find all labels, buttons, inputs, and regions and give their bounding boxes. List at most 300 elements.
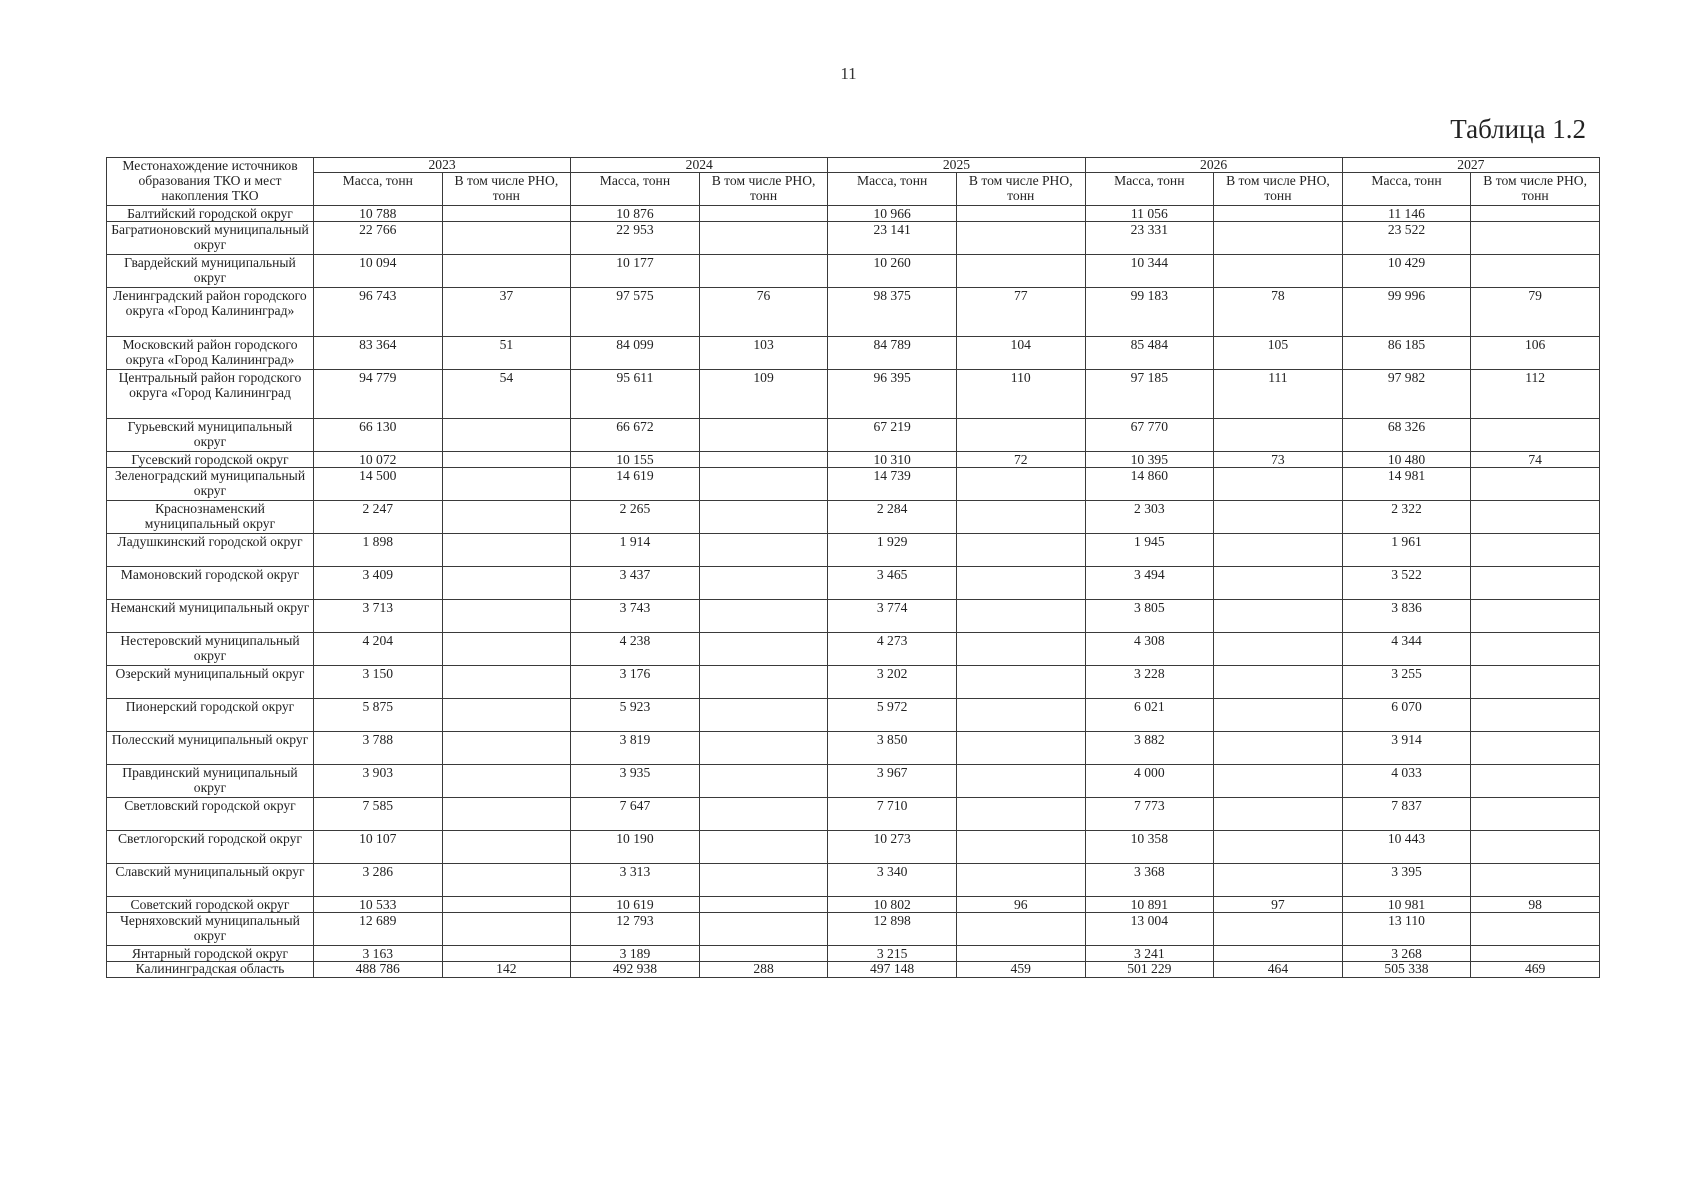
mass-cell: 85 484: [1085, 337, 1214, 370]
location-cell: Гурьевский муниципальный округ: [107, 419, 314, 452]
location-cell: Светлогорский городской округ: [107, 831, 314, 864]
rno-cell: [699, 633, 828, 666]
mass-cell: 2 284: [828, 501, 957, 534]
mass-cell: 1 898: [313, 534, 442, 567]
table-row: [107, 600, 1600, 633]
mass-cell: 14 739: [828, 468, 957, 501]
location-cell: Центральный район городского округа «Город Калининград: [107, 370, 314, 419]
table-row: [107, 222, 1600, 255]
rno-cell: [442, 419, 571, 452]
rno-cell: 105: [1214, 337, 1343, 370]
rno-cell: [442, 946, 571, 962]
rno-cell: [1471, 206, 1600, 222]
mass-cell: 11 146: [1342, 206, 1471, 222]
mass-cell: 3 522: [1342, 567, 1471, 600]
table-row: [107, 534, 1600, 567]
table-row: [107, 567, 1600, 600]
mass-cell: 13 004: [1085, 913, 1214, 946]
rno-cell: [442, 864, 571, 897]
rno-cell: 96: [956, 897, 1085, 913]
mass-cell: 10 533: [313, 897, 442, 913]
rno-cell: [699, 699, 828, 732]
mass-cell: 4 308: [1085, 633, 1214, 666]
rno-cell: [956, 633, 1085, 666]
rno-cell: [442, 501, 571, 534]
rno-cell: [956, 255, 1085, 288]
rno-cell: [956, 913, 1085, 946]
mass-cell: 84 789: [828, 337, 957, 370]
mass-cell: 3 437: [571, 567, 700, 600]
mass-cell: 13 110: [1342, 913, 1471, 946]
rno-cell: [956, 831, 1085, 864]
mass-column-header: Масса, тонн: [1342, 173, 1471, 206]
mass-cell: 94 779: [313, 370, 442, 419]
mass-cell: 3 286: [313, 864, 442, 897]
rno-cell: [699, 798, 828, 831]
rno-cell: [1214, 913, 1343, 946]
rno-cell: 103: [699, 337, 828, 370]
rno-column-header: В том числе РНО, тонн: [1471, 173, 1600, 206]
mass-cell: 3 202: [828, 666, 957, 699]
mass-cell: 10 891: [1085, 897, 1214, 913]
rno-cell: [1471, 567, 1600, 600]
rno-cell: [1471, 534, 1600, 567]
table-row: [107, 206, 1600, 222]
location-cell: Светловский городской округ: [107, 798, 314, 831]
rno-cell: [1471, 501, 1600, 534]
rno-cell: [956, 468, 1085, 501]
location-cell: Славский муниципальный округ: [107, 864, 314, 897]
rno-cell: [442, 699, 571, 732]
rno-cell: [1214, 567, 1343, 600]
rno-cell: [699, 419, 828, 452]
mass-cell: 7 773: [1085, 798, 1214, 831]
rno-cell: [956, 222, 1085, 255]
rno-column-header: В том числе РНО, тонн: [442, 173, 571, 206]
rno-cell: 97: [1214, 897, 1343, 913]
rno-cell: 109: [699, 370, 828, 419]
rno-cell: [956, 600, 1085, 633]
rno-cell: [956, 732, 1085, 765]
mass-cell: 3 788: [313, 732, 442, 765]
table-row: [107, 946, 1600, 962]
rno-cell: 98: [1471, 897, 1600, 913]
rno-cell: [1214, 946, 1343, 962]
rno-cell: [1214, 206, 1343, 222]
mass-cell: 12 898: [828, 913, 957, 946]
mass-cell: 11 056: [1085, 206, 1214, 222]
rno-cell: [1471, 419, 1600, 452]
mass-cell: 492 938: [571, 962, 700, 978]
rno-cell: [1471, 633, 1600, 666]
rno-cell: 142: [442, 962, 571, 978]
location-cell: Гусевский городской округ: [107, 452, 314, 468]
rno-cell: 76: [699, 288, 828, 337]
mass-cell: 96 395: [828, 370, 957, 419]
mass-cell: 3 819: [571, 732, 700, 765]
mass-cell: 10 155: [571, 452, 700, 468]
table-row: [107, 962, 1600, 978]
location-cell: Ладушкинский городской округ: [107, 534, 314, 567]
rno-cell: [442, 600, 571, 633]
mass-cell: 10 966: [828, 206, 957, 222]
rno-cell: [956, 765, 1085, 798]
rno-cell: 72: [956, 452, 1085, 468]
rno-cell: [956, 666, 1085, 699]
mass-column-header: Масса, тонн: [313, 173, 442, 206]
location-cell: Неманский муниципальный округ: [107, 600, 314, 633]
mass-cell: 67 219: [828, 419, 957, 452]
location-cell: Московский район городского округа «Город Калининград»: [107, 337, 314, 370]
year-header: 2023: [313, 158, 570, 173]
rno-cell: [442, 765, 571, 798]
mass-cell: 95 611: [571, 370, 700, 419]
mass-cell: 3 268: [1342, 946, 1471, 962]
mass-cell: 10 443: [1342, 831, 1471, 864]
mass-column-header: Масса, тонн: [828, 173, 957, 206]
rno-cell: [442, 897, 571, 913]
rno-cell: [442, 534, 571, 567]
location-cell: Озерский муниципальный округ: [107, 666, 314, 699]
mass-cell: 23 331: [1085, 222, 1214, 255]
mass-cell: 10 107: [313, 831, 442, 864]
year-header: 2024: [571, 158, 828, 173]
rno-cell: [1471, 732, 1600, 765]
rno-cell: [1471, 798, 1600, 831]
rno-cell: [956, 699, 1085, 732]
rno-cell: [1471, 666, 1600, 699]
mass-cell: 96 743: [313, 288, 442, 337]
rno-cell: [956, 419, 1085, 452]
rno-cell: [1214, 468, 1343, 501]
rno-column-header: В том числе РНО, тонн: [1214, 173, 1343, 206]
location-cell: Багратионовский муниципальный округ: [107, 222, 314, 255]
mass-cell: 14 500: [313, 468, 442, 501]
mass-cell: 488 786: [313, 962, 442, 978]
rno-cell: [442, 222, 571, 255]
rno-cell: [699, 468, 828, 501]
table-row: [107, 864, 1600, 897]
location-cell: Балтийский городской округ: [107, 206, 314, 222]
rno-cell: [1214, 666, 1343, 699]
mass-cell: 7 710: [828, 798, 957, 831]
rno-cell: 79: [1471, 288, 1600, 337]
mass-cell: 3 228: [1085, 666, 1214, 699]
mass-cell: 3 935: [571, 765, 700, 798]
table-row: [107, 633, 1600, 666]
rno-cell: [699, 206, 828, 222]
rno-cell: [699, 946, 828, 962]
rno-cell: [699, 666, 828, 699]
mass-cell: 10 480: [1342, 452, 1471, 468]
rno-cell: [699, 534, 828, 567]
rno-cell: 464: [1214, 962, 1343, 978]
location-cell: Гвардейский муниципальный округ: [107, 255, 314, 288]
mass-cell: 3 774: [828, 600, 957, 633]
rno-cell: [699, 732, 828, 765]
mass-cell: 23 141: [828, 222, 957, 255]
mass-cell: 10 429: [1342, 255, 1471, 288]
rno-cell: [1214, 633, 1343, 666]
mass-cell: 7 837: [1342, 798, 1471, 831]
location-cell: Краснознаменский муниципальный округ: [107, 501, 314, 534]
rno-cell: [442, 452, 571, 468]
mass-cell: 505 338: [1342, 962, 1471, 978]
mass-cell: 10 310: [828, 452, 957, 468]
rno-cell: 37: [442, 288, 571, 337]
mass-cell: 1 945: [1085, 534, 1214, 567]
rno-cell: [1214, 699, 1343, 732]
mass-cell: 98 375: [828, 288, 957, 337]
mass-cell: 10 802: [828, 897, 957, 913]
table-row: [107, 913, 1600, 946]
location-cell: Черняховский муниципальный округ: [107, 913, 314, 946]
rno-cell: [1471, 913, 1600, 946]
rno-cell: [699, 222, 828, 255]
mass-cell: 3 713: [313, 600, 442, 633]
rno-cell: [1214, 765, 1343, 798]
mass-cell: 10 094: [313, 255, 442, 288]
rno-cell: [699, 501, 828, 534]
mass-cell: 3 368: [1085, 864, 1214, 897]
rno-cell: [699, 897, 828, 913]
rno-cell: 74: [1471, 452, 1600, 468]
mass-cell: 66 672: [571, 419, 700, 452]
rno-cell: 110: [956, 370, 1085, 419]
rno-cell: [1471, 946, 1600, 962]
rno-cell: [442, 666, 571, 699]
mass-cell: 84 099: [571, 337, 700, 370]
rno-cell: [442, 567, 571, 600]
location-cell: Советский городской округ: [107, 897, 314, 913]
mass-cell: 22 953: [571, 222, 700, 255]
mass-cell: 10 358: [1085, 831, 1214, 864]
mass-cell: 68 326: [1342, 419, 1471, 452]
rno-cell: [1471, 699, 1600, 732]
table-row: [107, 370, 1600, 419]
table-header: [107, 158, 1600, 206]
mass-cell: 4 204: [313, 633, 442, 666]
rno-cell: [1214, 732, 1343, 765]
mass-cell: 2 247: [313, 501, 442, 534]
mass-cell: 1 929: [828, 534, 957, 567]
rno-cell: [956, 864, 1085, 897]
rno-cell: [442, 468, 571, 501]
rno-column-header: В том числе РНО, тонн: [699, 173, 828, 206]
mass-cell: 3 189: [571, 946, 700, 962]
mass-cell: 3 465: [828, 567, 957, 600]
page-number: 11: [840, 64, 857, 83]
rno-cell: [1471, 468, 1600, 501]
rno-cell: 73: [1214, 452, 1343, 468]
mass-cell: 2 265: [571, 501, 700, 534]
rno-cell: [699, 567, 828, 600]
mass-cell: 10 876: [571, 206, 700, 222]
mass-cell: 14 981: [1342, 468, 1471, 501]
waste-mass-table: [106, 157, 1600, 978]
rno-cell: [1471, 222, 1600, 255]
mass-cell: 7 585: [313, 798, 442, 831]
year-header: 2027: [1342, 158, 1599, 173]
mass-cell: 3 914: [1342, 732, 1471, 765]
rno-cell: 106: [1471, 337, 1600, 370]
table-row: [107, 288, 1600, 337]
mass-cell: 99 996: [1342, 288, 1471, 337]
rno-cell: [699, 765, 828, 798]
rno-cell: 77: [956, 288, 1085, 337]
mass-cell: 5 923: [571, 699, 700, 732]
mass-cell: 3 150: [313, 666, 442, 699]
table-row: [107, 798, 1600, 831]
rno-cell: [1214, 419, 1343, 452]
mass-cell: 4 344: [1342, 633, 1471, 666]
mass-cell: 3 241: [1085, 946, 1214, 962]
mass-cell: 3 967: [828, 765, 957, 798]
rno-cell: [442, 732, 571, 765]
mass-cell: 12 793: [571, 913, 700, 946]
mass-cell: 97 575: [571, 288, 700, 337]
rno-cell: 112: [1471, 370, 1600, 419]
mass-cell: 501 229: [1085, 962, 1214, 978]
mass-cell: 3 215: [828, 946, 957, 962]
mass-cell: 99 183: [1085, 288, 1214, 337]
rno-cell: [1214, 501, 1343, 534]
rno-cell: 459: [956, 962, 1085, 978]
rno-cell: [1214, 600, 1343, 633]
mass-cell: 2 322: [1342, 501, 1471, 534]
mass-cell: 10 072: [313, 452, 442, 468]
mass-cell: 5 972: [828, 699, 957, 732]
rno-cell: [1471, 765, 1600, 798]
rno-cell: 78: [1214, 288, 1343, 337]
location-cell: Пионерский городской округ: [107, 699, 314, 732]
mass-cell: 10 788: [313, 206, 442, 222]
table-row: [107, 666, 1600, 699]
table-row: [107, 452, 1600, 468]
table-row: [107, 699, 1600, 732]
rno-cell: [442, 913, 571, 946]
rno-cell: [1471, 600, 1600, 633]
mass-cell: 5 875: [313, 699, 442, 732]
mass-cell: 12 689: [313, 913, 442, 946]
mass-cell: 97 185: [1085, 370, 1214, 419]
mass-cell: 7 647: [571, 798, 700, 831]
location-cell: Калининградская область: [107, 962, 314, 978]
mass-cell: 3 163: [313, 946, 442, 962]
rno-cell: 288: [699, 962, 828, 978]
rno-cell: [1214, 831, 1343, 864]
table-row: [107, 419, 1600, 452]
location-cell: Мамоновский городской округ: [107, 567, 314, 600]
table-row: [107, 255, 1600, 288]
mass-cell: 3 409: [313, 567, 442, 600]
rno-cell: [1214, 798, 1343, 831]
rno-cell: 51: [442, 337, 571, 370]
mass-cell: 1 961: [1342, 534, 1471, 567]
rno-cell: [1214, 864, 1343, 897]
mass-cell: 22 766: [313, 222, 442, 255]
rno-cell: [1214, 255, 1343, 288]
mass-cell: 10 273: [828, 831, 957, 864]
location-cell: Зеленоградский муниципальный округ: [107, 468, 314, 501]
mass-cell: 4 273: [828, 633, 957, 666]
rno-cell: 111: [1214, 370, 1343, 419]
rno-cell: [1471, 255, 1600, 288]
rno-cell: [442, 831, 571, 864]
mass-cell: 6 021: [1085, 699, 1214, 732]
year-header: 2025: [828, 158, 1085, 173]
rno-cell: [1471, 864, 1600, 897]
mass-cell: 3 743: [571, 600, 700, 633]
rno-cell: [1214, 222, 1343, 255]
rno-cell: [699, 452, 828, 468]
rno-cell: [956, 567, 1085, 600]
mass-cell: 3 882: [1085, 732, 1214, 765]
mass-cell: 10 395: [1085, 452, 1214, 468]
mass-cell: 3 836: [1342, 600, 1471, 633]
rno-cell: [442, 206, 571, 222]
location-cell: Полесский муниципальный округ: [107, 732, 314, 765]
mass-cell: 10 190: [571, 831, 700, 864]
mass-cell: 3 313: [571, 864, 700, 897]
rno-cell: 469: [1471, 962, 1600, 978]
rno-cell: [699, 255, 828, 288]
mass-cell: 4 000: [1085, 765, 1214, 798]
mass-cell: 10 981: [1342, 897, 1471, 913]
mass-cell: 6 070: [1342, 699, 1471, 732]
rno-cell: [956, 501, 1085, 534]
mass-cell: 3 494: [1085, 567, 1214, 600]
mass-cell: 2 303: [1085, 501, 1214, 534]
mass-cell: 1 914: [571, 534, 700, 567]
rno-cell: [956, 946, 1085, 962]
mass-cell: 3 805: [1085, 600, 1214, 633]
mass-cell: 97 982: [1342, 370, 1471, 419]
mass-cell: 10 619: [571, 897, 700, 913]
rno-cell: [699, 600, 828, 633]
table-caption: Таблица 1.2: [1450, 114, 1586, 144]
rno-cell: 104: [956, 337, 1085, 370]
table-row: [107, 337, 1600, 370]
mass-cell: 3 903: [313, 765, 442, 798]
rno-cell: [442, 255, 571, 288]
rno-cell: [442, 633, 571, 666]
mass-cell: 497 148: [828, 962, 957, 978]
table-row: [107, 765, 1600, 798]
mass-cell: 3 255: [1342, 666, 1471, 699]
mass-cell: 3 850: [828, 732, 957, 765]
mass-cell: 3 176: [571, 666, 700, 699]
mass-column-header: Масса, тонн: [571, 173, 700, 206]
mass-cell: 3 340: [828, 864, 957, 897]
mass-cell: 86 185: [1342, 337, 1471, 370]
table-row: [107, 897, 1600, 913]
rno-cell: [1471, 831, 1600, 864]
rno-cell: [699, 864, 828, 897]
location-cell: Правдинский муниципальный округ: [107, 765, 314, 798]
rno-cell: [699, 913, 828, 946]
table-body: [107, 206, 1600, 978]
table-row: [107, 732, 1600, 765]
mass-cell: 10 177: [571, 255, 700, 288]
location-cell: Нестеровский муниципальный округ: [107, 633, 314, 666]
mass-cell: 66 130: [313, 419, 442, 452]
mass-cell: 4 033: [1342, 765, 1471, 798]
mass-cell: 83 364: [313, 337, 442, 370]
mass-cell: 14 860: [1085, 468, 1214, 501]
rno-cell: 54: [442, 370, 571, 419]
mass-cell: 23 522: [1342, 222, 1471, 255]
